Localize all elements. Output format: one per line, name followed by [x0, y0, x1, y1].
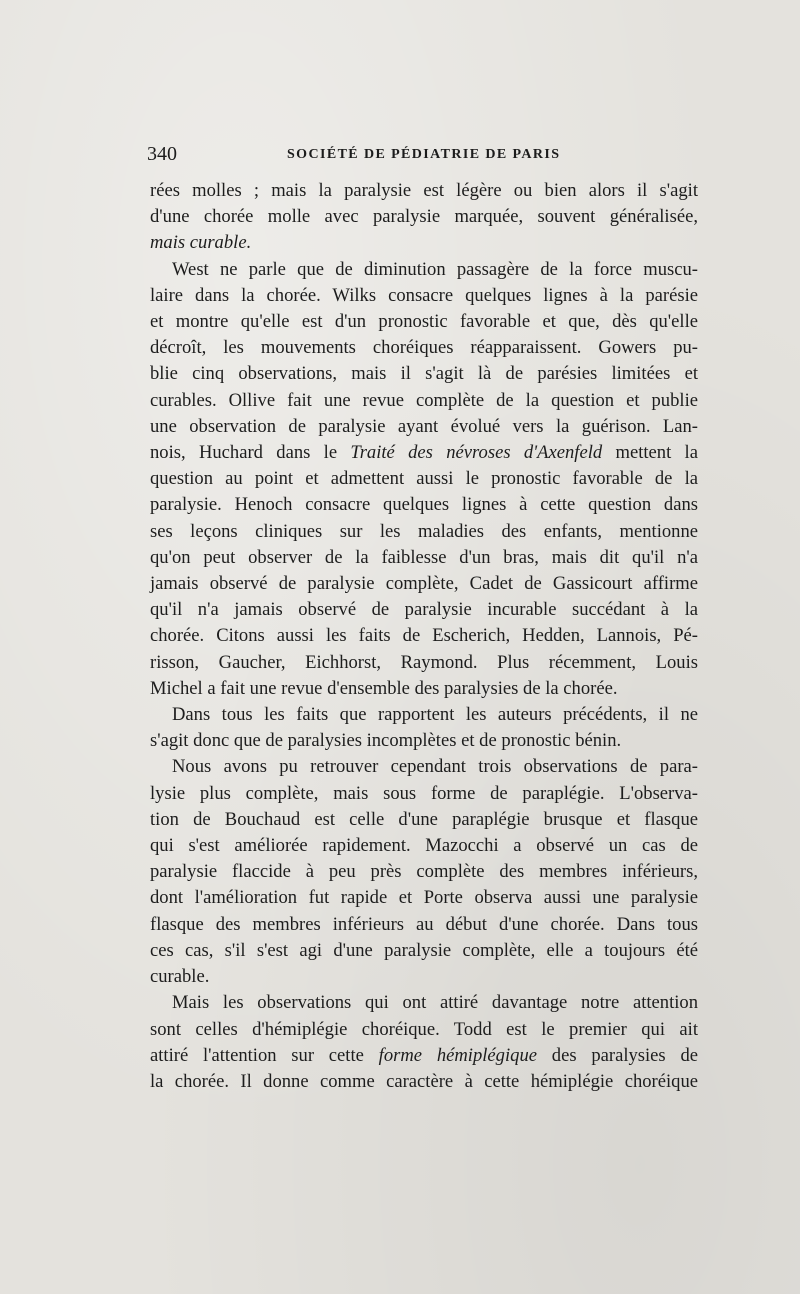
running-title: SOCIÉTÉ DE PÉDIATRIE DE PARIS — [287, 147, 561, 162]
book-title: Traité des névroses d'Axenfeld — [350, 442, 603, 464]
body-text — [150, 178, 698, 1095]
text-line: qu'il n'a jamais observé de paralysie incurable succédant à la — [150, 599, 698, 621]
text-line: chorée. Citons aussi les faits de Escherich, Hedden, Lannois, Pé- — [150, 625, 698, 647]
text-line: West ne parle que de diminution passagère de la force muscu- — [172, 258, 698, 280]
text-line: jamais observé de paralysie complète, Cadet de Gassicourt affirme — [150, 573, 698, 595]
text-line: risson, Gaucher, Eichhorst, Raymond. Plus récemment, Louis — [150, 651, 698, 673]
text-line: Mais les observations qui ont attiré davantage notre attention — [172, 992, 698, 1014]
text-line: Dans tous les faits que rapportent les auteurs précédents, il ne — [172, 704, 698, 726]
text-line: flasque des membres inférieurs au début d'une chorée. Dans tous — [150, 913, 698, 935]
text-line: Michel a fait une revue d'ensemble des paralysies de la chorée. — [150, 677, 618, 699]
text-line-italic: mais curable. — [150, 232, 252, 254]
text-run: attiré l'attention sur cette — [150, 1044, 379, 1066]
paragraph-2 — [150, 257, 698, 702]
text-line: rées molles ; mais la paralysie est légère ou bien alors il s'agit — [150, 180, 698, 201]
text-line: lysie plus complète, mais sous forme de paraplégie. L'observa- — [150, 782, 698, 804]
text-line: décroît, les mouvements choréiques réapparaissent. Gowers pu- — [150, 337, 698, 359]
running-head — [147, 143, 699, 173]
text-line: Nous avons pu retrouver cependant trois observations de para- — [172, 756, 698, 778]
text-line: la chorée. Il donne comme caractère à cette hémiplégie choréique — [150, 1070, 698, 1092]
text-run: mettent la — [602, 442, 698, 464]
text-line: paralysie flaccide à peu près complète des membres inférieurs, — [150, 861, 698, 883]
text-line: qu'on peut observer de la faiblesse d'un bras, mais dit qu'il n'a — [150, 546, 698, 568]
page-number: 340 — [147, 143, 177, 165]
text-line: tion de Bouchaud est celle d'une paraplégie brusque et flasque — [150, 808, 698, 830]
text-line: laire dans la chorée. Wilks consacre quelques lignes à la parésie — [150, 284, 698, 306]
paragraph-4 — [150, 754, 698, 990]
text-line-mixed — [150, 1043, 698, 1069]
text-line: et montre qu'elle est d'un pronostic favorable et que, dès qu'elle — [150, 311, 698, 333]
paragraph-1 — [150, 178, 698, 257]
text-line: blie cinq observations, mais il s'agit là de parésies limitées et — [150, 363, 698, 385]
text-line: curables. Ollive fait une revue complète de la question et publie — [150, 389, 698, 411]
text-line: curable. — [150, 966, 210, 988]
text-line: dont l'amélioration fut rapide et Porte observa aussi une paralysie — [150, 887, 698, 909]
text-run: nois, Huchard dans le — [150, 442, 351, 464]
text-line: paralysie. Henoch consacre quelques lignes à cette question dans — [150, 494, 698, 516]
text-line-mixed — [150, 440, 698, 466]
text-line: une observation de paralysie ayant évolué vers la guérison. Lan- — [150, 415, 698, 437]
text-run: des paralysies de — [537, 1044, 698, 1066]
text-line: qui s'est améliorée rapidement. Mazocchi a observé un cas de — [150, 835, 698, 857]
text-line: question au point et admettent aussi le pronostic favorable de la — [150, 468, 698, 490]
paragraph-3 — [150, 702, 698, 754]
text-line: d'une chorée molle avec paralysie marquée, souvent généralisée, — [150, 206, 698, 228]
text-line: sont celles d'hémiplégie choréique. Todd est le premier qui ait — [150, 1018, 698, 1040]
text-line: ces cas, s'il s'est agi d'une paralysie complète, elle a toujours été — [150, 939, 698, 961]
text-line: ses leçons cliniques sur les maladies des enfants, mentionne — [150, 520, 698, 542]
italic-phrase: forme hémiplégique — [378, 1044, 537, 1066]
text-line: s'agit donc que de paralysies incomplètes et de pronostic bénin. — [150, 730, 622, 752]
paragraph-5 — [150, 990, 698, 1095]
